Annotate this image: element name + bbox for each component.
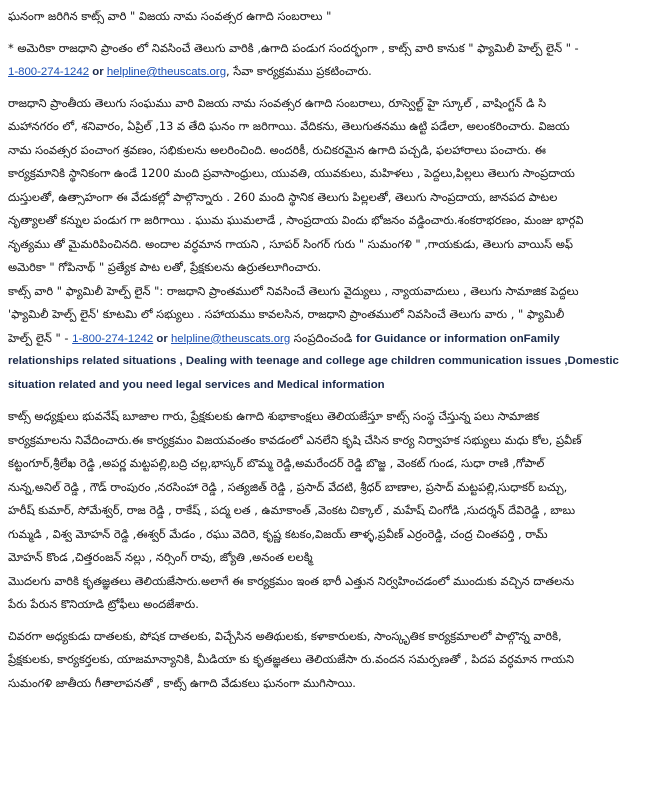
paragraph-line: 'ఫ్యామిలీ హెల్ప్ లైన్' కూటమి లో సభ్యులు . సహాయము కావలసిన, రాజధాని ప్రాంతములో నివసించే తెలుగు వారు , " ఫ్యామిలీ	[8, 307, 565, 321]
paragraph-line: మొదలగు వారికి కృతజ్ఞతలు తెలియజేసారు.అలాగే ఈ కార్యక్రమం ఇంత భారీ ఎత్తున నిర్వహించడంలో ముందుకు వచ్చిన దాతలను	[8, 573, 575, 588]
paragraph-line: నామ సంవత్సర పంచాంగ శ్రవణం, సభికులను అలరించింది. అందరికీ, రుచికరమైన ఉగాది పచ్చడి, ఫలహారాలు పంచారు. ఈ	[8, 142, 546, 157]
intro-line	[8, 37, 652, 61]
helpline-english-line: situation related and you need legal services and Medical information	[8, 378, 385, 391]
helpline-english-line: relationships related situations , Dealing with teenage and college age children communication issues ,Domestic	[8, 355, 619, 367]
paragraph-line: కాట్స్ వారి " ఫ్యామిలీ హెల్ప్ లైన్ ": రాజధాని ప్రాంతములో నివసించే తెలుగు వైద్యులు , న్యాయవాదులు , తెలుగు సామాజిక పెద్దలు	[8, 283, 579, 298]
paragraph-line: రాజధాని ప్రాంతీయ తెలుగు సంఘము వారి విజయ నామ సంవత్సర ఉగాది సంబరాలు, రూస్వెల్ట్ హై స్కూల్ , వాషింగ్టన్ డి సి	[8, 95, 547, 110]
intro-or-text: or	[89, 66, 107, 78]
closing-paragraph	[8, 625, 652, 696]
paragraph-line: అమెరికా " గోపినాథ్ " ప్రత్యేక పాట లతో, ప్రేక్షకులను ఉర్రుతలూగించారు.	[8, 260, 322, 274]
celebration-paragraph	[8, 92, 652, 280]
spacer	[8, 29, 652, 37]
helpline-english-text: for Guidance or information onFamily	[355, 332, 560, 345]
intro-tail-text: , సేవా కార్యక్రమము ప్రకటించారు.	[226, 64, 372, 78]
helpline-contact-line	[8, 327, 652, 351]
paragraph-line: హరీష్ కుమార్, సోమేశ్వర్, రాజ రెడ్డి , రాకేష్ , పద్మ లత , ఉమాకాంత్ ,వెంకట చిక్కాల్ , మహేష్ చింగోడి ,సుదర్శన్ దేవిరెడ్డి , బాబు	[8, 503, 576, 517]
paragraph-line: నున్న,అనిల్ రెడ్డి , గౌడ్ రాంపురం ,నరసింహా రెడ్డి , సత్యజిత్ రెడ్డి , ప్రసాద్ వేదటి, శ్రీధర్ బాణాల, ప్రసాద్ మట్టపల్లి,సుధాకర్ బచ్చు,	[8, 479, 568, 494]
helpline-or-text: or	[153, 332, 171, 345]
paragraph-line: మహానగరం లో, శనివారం, ఏప్రిల్ ,13 వ తేది ఘనం గా జరిగాయి. వేదికను, తెలుగుతనము ఉట్టి పడేలా, అలంకరించారు. విజయ	[8, 119, 570, 133]
paragraph-line: కార్యక్రమాలను నివేదించారు.ఈ కార్యక్రమం విజయవంతం కావడంలో ఎనలేని కృషి చేసిన కార్య నిర్వాహక సభ్యులు మధు కోల, ప్రవీణ్	[8, 432, 582, 447]
paragraph-line: నృత్యాలతో కన్నుల పండుగ గా జరిగాయి . ఘుమ ఘుమలాడే , సాంప్రదాయ విందు భోజనం వడ్డించారు.శంకరాభరణం, మంజు భార్గవి	[8, 213, 584, 227]
paragraph-line: నృత్యము తో మైమరిపించినది. అందాల వర్ధమాన గాయని , సూపర్ సింగర్ గురు " సుమంగళి " ,గాయకుడు, తెలుగు వాయిస్ అఫ్	[8, 236, 574, 251]
paragraph-line: పేరు పేరున కొనియాడి ట్రోఫీలు అందజేశారు.	[8, 597, 199, 611]
article-title: ఘనంగా జరిగిన కాట్స్ వారి " విజయ నామ సంవత్సర ఉగాది సంబరాలు "	[8, 9, 332, 23]
intro-contact-line	[8, 60, 652, 84]
spacer	[8, 617, 652, 625]
paragraph-line: కాట్స్ అధ్యక్షులు భువనేష్ బూజాల గారు, ప్రేక్షకులకు ఉగాది శుభాకాంక్షలు తెలియజేస్తూ కాట్స్ సంస్థ చేస్తున్న పలు సామాజిక	[8, 409, 540, 423]
helpline-phone-link[interactable]: 1-800-274-1242	[72, 332, 154, 345]
paragraph-line: ప్రేక్షకులకు, కార్యకర్తలకు, యాజమాన్యానికి, మీడియా కు కృతజ్ఞతలు తెలియజేసా రు.వందన సమర్పణతో , పిదప వర్ధమాన గాయని	[8, 652, 575, 666]
helpline-prefix-text: హెల్ప్ లైన్ " -	[8, 330, 73, 345]
intro-text: * అమెరికా రాజధాని ప్రాంతం లో నివసించే తెలుగు వారికి ,ఉగాది పండుగ సందర్భంగా , కాట్స్ వారి కానుక " ఫ్యామిలీ హెల్ప్ లైన్ " -	[8, 40, 579, 55]
helpline-paragraph	[8, 280, 652, 398]
spacer	[8, 84, 652, 92]
paragraph-line: కట్టంగూర్,శ్రీలేఖ రెడ్డి ,అపర్ణ మట్టపల్లి,బద్రి చల్ల,భాస్కర్ బొమ్మ రెడ్డి,అమరేందర్ రెడ్డి బొజ్జ , వెంకట్ గుండ, సుధా రాణి ,గోపాల్	[8, 456, 545, 470]
helpline-email-link[interactable]: helpline@theuscats.org	[170, 332, 291, 345]
president-paragraph	[8, 405, 652, 617]
paragraph-line: చివరగా అధ్యకుడు దాతలకు, పోషక దాతలకు, విచ్చేసిన అతిథులకు, కళాకారులకు, సాంస్కృతిక కార్యక్రమాలలో పాల్గొన్న వారికి,	[8, 628, 562, 643]
helpline-phone-link[interactable]: 1-800-274-1242	[8, 66, 90, 78]
spacer	[8, 397, 652, 405]
helpline-email-link[interactable]: helpline@theuscats.org	[106, 66, 227, 78]
paragraph-line: కార్యక్రమానికి స్థానికంగా ఉండే 1200 మంది ప్రవాసాంధ్రులు, యువతి, యువకులు, మహిళలు , పెద్దలు,పిల్లలు తెలుగు సాంప్రదాయ	[8, 166, 575, 180]
paragraph-line: గుమ్మడి , విశ్వ మోహన్ రెడ్డి ,ఈశ్వర్ మేడం , రఘు వెదిరె, కృష్ణ కటకం,విజయ్ తాళ్ళ,ప్రవీణ్ ఎర్రంరెడ్డి, చంద్ర చింతపర్తి , రామ్	[8, 526, 548, 541]
paragraph-line: మోహన్ కొండ ,చిత్తరంజన్ నల్లు , నర్సింగ్ రావు, జ్యోతి ,అనంత లలక్మి	[8, 550, 313, 564]
paragraph-line: దుస్తులతో, ఉత్సాహంగా ఈ వేడుకల్లో పాల్గొన్నారు . 260 మంది స్థానిక తెలుగు పిల్లలతో, తెలుగు సాంప్రదాయ, జానపద పాటల	[8, 189, 558, 204]
paragraph-line: సుమంగళి జాతీయ గీతాలాపనతో , కాట్స్ ఉగాది వేడుకలు ఘనంగా ముగిసాయి.	[8, 675, 356, 690]
helpline-contact-text: సంప్రదించండి	[290, 330, 356, 345]
